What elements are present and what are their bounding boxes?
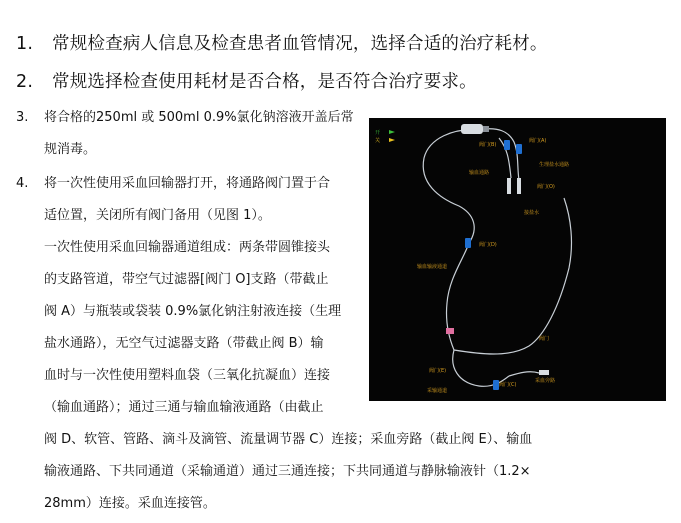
list-item-2 xyxy=(16,68,477,93)
item-line: （输血通路）；通过三通与输血输液通路（由截止 xyxy=(44,400,324,415)
label-valve-o: 阀门(O) xyxy=(537,184,555,190)
valve-b xyxy=(504,140,510,150)
list-item-1 xyxy=(16,30,548,55)
label-saline-path: 生理盐水通路 xyxy=(539,162,570,168)
item-line: 阀 D、软管、管路、滴斗及滴管、流量调节器 C）连接；采血旁路（截止阀 E）、输血 xyxy=(44,432,533,447)
spike-left xyxy=(507,178,511,194)
label-saline-connection: 接盐水 xyxy=(524,210,540,216)
item-line: 的支路管道，带空气过滤器[阀门 O]支路（带截止 xyxy=(44,272,329,287)
label-valve-b: 阀门(B) xyxy=(479,142,497,148)
item-line: 将合格的250ml 或 500ml 0.9%氯化钠溶液开盖后常 xyxy=(44,110,354,125)
item-line: 盐水通路），无空气过滤器支路（带截止阀 B）输 xyxy=(44,336,324,351)
item-line: 血时与一次性使用塑料血袋（三氧化抗凝血）连接 xyxy=(44,368,331,383)
item-line: 规消毒。 xyxy=(44,142,97,157)
item-line: 输液通路、下共同通道（采输通道）通过三通连接；下共同通道与静脉输液针（1.2× xyxy=(44,464,531,479)
item-line: 适位置，关闭所有阀门备用（见图 1）。 xyxy=(44,208,271,223)
spike-right xyxy=(517,178,521,194)
item-number: 2. xyxy=(16,72,34,92)
needle-connector xyxy=(539,370,549,375)
item-line: 阀 A）与瓶装或袋装 0.9%氯化钠注射液连接（生理 xyxy=(44,304,342,319)
valve-d xyxy=(465,238,471,248)
label-valve-d: 阀门(D) xyxy=(479,242,497,248)
label-valve-a: 阀门(A) xyxy=(529,138,547,144)
item-line: 28mm）连接。采血连接管。 xyxy=(44,496,216,511)
item-text: 常规检查病人信息及检查患者血管情况，选择合适的治疗耗材。 xyxy=(52,34,548,54)
label-valve-e: 阀门(E) xyxy=(429,368,447,374)
label-common-channel: 采输通道 xyxy=(427,388,448,394)
closed-arrow-icon xyxy=(389,138,395,142)
connector xyxy=(483,126,489,132)
legend-open-label: 开 xyxy=(375,130,381,136)
label-transfusion-infusion-channel: 输血输液通道 xyxy=(417,264,448,270)
device-diagram xyxy=(369,118,666,401)
label-valve-c: 阀门(C) xyxy=(499,382,517,388)
item-text: 常规选择检查使用耗材是否合格，是否符合治疗要求。 xyxy=(52,72,477,92)
blood-transfusion-device-photo xyxy=(369,118,666,401)
label-sampling-bypass: 采血旁路 xyxy=(535,378,556,384)
item-number: 1. xyxy=(16,34,34,54)
valve-a xyxy=(516,144,522,154)
item-line: 一次性使用采血回输器通道组成：两条带圆锥接头 xyxy=(44,240,331,255)
legend-closed-label: 关 xyxy=(375,138,381,144)
item-line: 将一次性使用采血回输器打开，将通路阀门置于合 xyxy=(44,176,331,191)
item-number: 3. xyxy=(16,110,29,125)
label-valve: 阀门 xyxy=(539,336,550,342)
item-number: 4. xyxy=(16,176,29,191)
label-transfusion-path: 输血通路 xyxy=(469,170,490,176)
open-arrow-icon xyxy=(389,130,395,134)
drip-chamber xyxy=(461,124,483,134)
pink-clamp xyxy=(446,328,454,334)
